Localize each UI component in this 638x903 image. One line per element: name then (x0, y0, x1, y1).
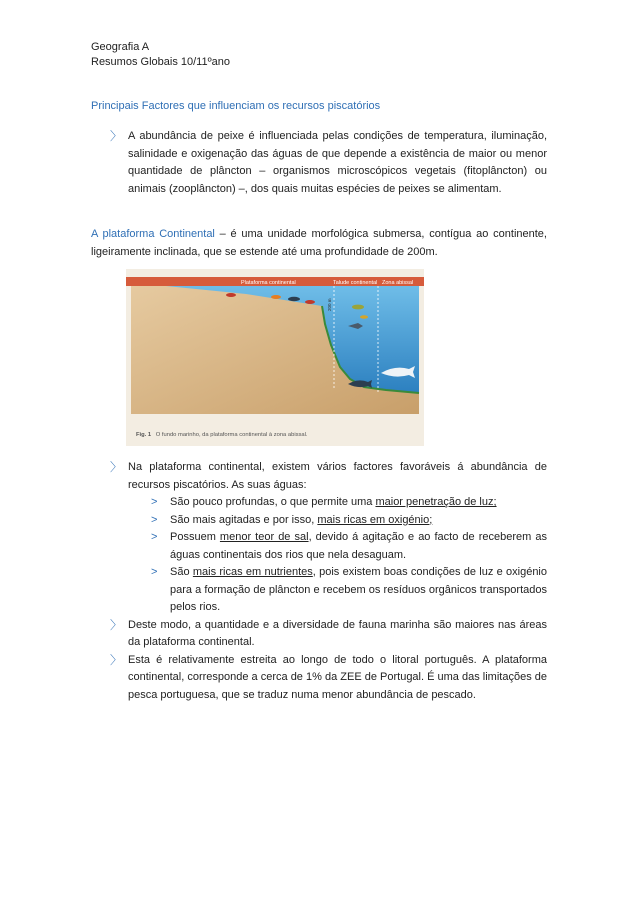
sub-text: Possuem (170, 531, 220, 543)
caption-text: O fundo marinho, da plataforma continental à zona abissal. (155, 432, 308, 438)
bullet-text: Na plataforma continental, existem vários factores favoráveis á abundância de recursos piscatórios. As suas águas: (128, 461, 547, 491)
seafloor-illustration (126, 269, 424, 446)
sub-text-underlined: maior penetração de luz; (375, 496, 497, 508)
zone-label-abyss: Zona abissal (382, 280, 414, 286)
bullet-item (91, 617, 547, 652)
platform-term: A plataforma Continental (91, 228, 215, 240)
caption-figure-number: Fig. 1 (136, 432, 152, 438)
section-title: Principais Factores que influenciam os recursos piscatórios (91, 100, 381, 112)
sub-bullet-item (91, 512, 547, 530)
zone-label-platform: Plataforma continental (241, 280, 296, 286)
sub-marker-icon: > (151, 496, 158, 508)
fish-icon (352, 305, 364, 310)
sub-marker-icon: > (151, 531, 158, 543)
page-header (91, 40, 230, 70)
bullet-marker-icon: 〉 (110, 129, 123, 143)
sub-text-underlined: mais ricas em oxigénio; (317, 513, 433, 526)
fish-icon (305, 300, 315, 304)
sub-text: São (170, 566, 193, 578)
platform-definition (91, 226, 547, 261)
sub-text-underlined: mais ricas em nutrientes (192, 566, 313, 578)
header-subtitle: Resumos Globais 10/11ºano (91, 56, 230, 68)
zone-label-slope: Talude continental (333, 280, 378, 286)
header-subject: Geografia A (91, 41, 150, 53)
bullet-marker-icon: 〉 (110, 460, 123, 474)
platform-definition-text: – é uma unidade morfológica submersa, contígua ao continente, ligeiramente inclinada, que se estende até uma profundidade de 200m. (91, 228, 547, 258)
fish-icon (226, 293, 236, 297)
bullet-marker-icon: 〉 (110, 652, 123, 667)
sub-marker-icon: > (151, 566, 158, 578)
intro-block (91, 128, 547, 198)
sub-marker-icon: > (151, 513, 158, 526)
figure-caption (136, 432, 308, 438)
sub-bullet-item (91, 529, 547, 564)
platform-bullets (91, 459, 547, 704)
seafloor-figure (126, 269, 424, 446)
sub-bullet-item (91, 564, 547, 617)
bullet-item (91, 459, 547, 494)
bullet-item (91, 652, 547, 705)
sub-text: São mais agitadas e por isso, (170, 513, 318, 526)
bullet-text: Esta é relativamente estreita ao longo de todo o litoral português. A plataforma continental, corresponde a cerca de 1% da ZEE de Portugal. É uma das limitações de pesca portuguesa, que se traduz numa menor abundância de pescado. (128, 653, 547, 701)
bullet-item (91, 128, 547, 198)
sub-bullet-item (91, 494, 547, 512)
depth-label: 200 m (327, 298, 332, 311)
sub-text: , pois existem boas condições de luz e oxigénio para a formação de plâncton e recebem os resíduos orgânicos transportados pelos rios. (170, 566, 547, 613)
sub-text-underlined: menor teor de sal (219, 531, 309, 543)
sub-text: São pouco profundas, o que permite uma (170, 496, 376, 508)
fish-icon (288, 297, 300, 301)
bullet-text: A abundância de peixe é influenciada pelas condições de temperatura, iluminação, salinidade e oxigenação das águas de que depende a existência de maior ou menor quantidade de plâncton – organismos microscópicos vegetais (fitoplâncton) ou animais (zooplâncton) –, dos quais muitas espécies de peixes se alimentam. (128, 130, 547, 195)
fish-icon (360, 315, 368, 319)
bullet-text: Deste modo, a quantidade e a diversidade de fauna marinha são maiores nas áreas da plataforma continental. (128, 618, 547, 648)
bullet-marker-icon: 〉 (110, 617, 123, 632)
sub-text: , devido á agitação e ao facto de receberem as águas continentais dos rios que nela desaguam. (170, 531, 547, 561)
fish-icon (271, 295, 281, 299)
